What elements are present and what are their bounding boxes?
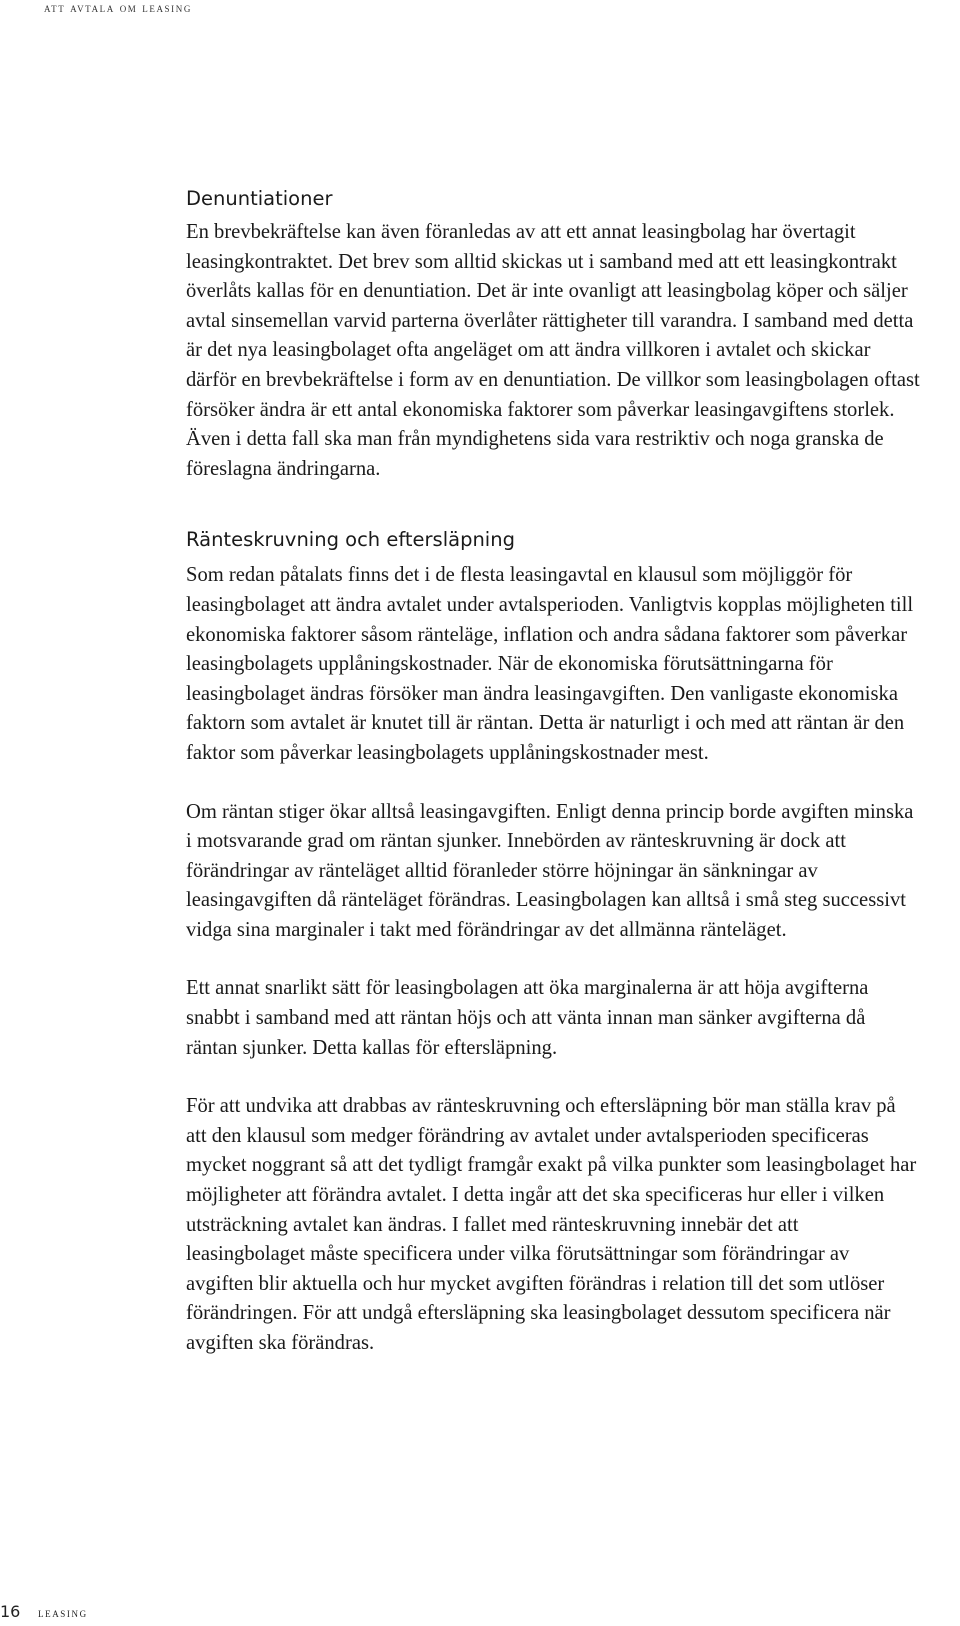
paragraph: En brevbekräftelse kan även föranledas av att ett annat leasingbolag har övertagit leasingkontraktet. Det brev som alltid skickas ut i samband med att ett leasingkontrakt överlåts kallas för en denuntiation. Det är inte ovanligt att leasingbolag köper och säljer avtal sinsemellan varvid parterna överlåter rättigheter till varandra. I samband med detta är det nya leasingbolaget ofta angeläget om att ändra villkoren i avtalet och skickar därför en brevbekräftelse i form av en denuntiation. De villkor som leasingbolagen oftast försöker ändra är ett antal ekonomiska faktorer som påverkar leasingavgiftens storlek. Även i detta fall ska man från myndighetens sida vara restriktiv och noga granska de föreslagna ändringarna. bbox=[186, 221, 920, 480]
running-header: att avtala om leasing bbox=[44, 0, 192, 15]
footer-title: leasing bbox=[38, 1605, 88, 1620]
section-heading: Ränteskruvning och eftersläpning bbox=[186, 528, 515, 552]
paragraph: Ett annat snarlikt sätt för leasingbolagen att öka marginalerna är att höja avgifterna snabbt i samband med att räntan höjs och att vänta innan man sänker avgifterna då räntan sjunker. Detta kallas för eftersläpning. bbox=[186, 977, 869, 1059]
section-heading: Denuntiationer bbox=[186, 187, 333, 210]
section-denuntiationer bbox=[186, 186, 921, 484]
paragraph: För att undvika att drabbas av ränteskruvning och eftersläpning bör man ställa krav på att den klausul som medger förändring av avtalet under avtalsperioden specificeras mycket noggrant så att det tydligt framgår exakt på vilka punkter som leasingbolaget har möjligheter att förändra avtalet. I detta ingår att det ska specificeras hur eller i vilken utsträckning avtalet kan ändras. I fallet med ränteskruvning innebär det att leasingbolaget måste specificera under vilka förutsättningar som förändringar av avgiften blir aktuella och hur mycket avgiften förändras i relation till det som utlöser förändringen. För att undgå eftersläpning ska leasingbolaget dessutom specificera när avgiften ska förändras. bbox=[186, 1095, 917, 1354]
section-ranteskruvning bbox=[186, 527, 921, 1358]
page-content bbox=[186, 186, 921, 1359]
paragraph: Som redan påtalats finns det i de flesta leasingavtal en klausul som möjliggör för leasingbolaget att ändra avtalet under avtalsperioden. Vanligtvis kopplas möjligheten till ekonomiska faktorer såsom ränteläge, inflation och andra sådana faktorer som påverkar leasingbolagets upplåningskostnader. När de ekonomiska förutsättningarna för leasingbolaget ändras försöker man ändra leasingavgiften. Den vanligaste ekonomiska faktorn som avtalet är knutet till är räntan. Detta är naturligt i och med att räntan är den faktor som påverkar leasingbolagets upplåningskostnader mest. bbox=[186, 564, 914, 764]
page-number: 16 bbox=[0, 1602, 21, 1621]
page-footer bbox=[0, 1602, 88, 1622]
paragraph: Om räntan stiger ökar alltså leasingavgiften. Enligt denna princip borde avgiften minska i motsvarande grad om räntan sjunker. Innebörden av ränteskruvning är dock att förändringar av ränteläget alltid föranleder större höjningar än sänkningar av leasingavgiften då ränteläget förändras. Leasingbolagen kan alltså i små steg successivt vidga sina marginaler i takt med förändringar av det allmänna ränteläget. bbox=[186, 800, 914, 941]
